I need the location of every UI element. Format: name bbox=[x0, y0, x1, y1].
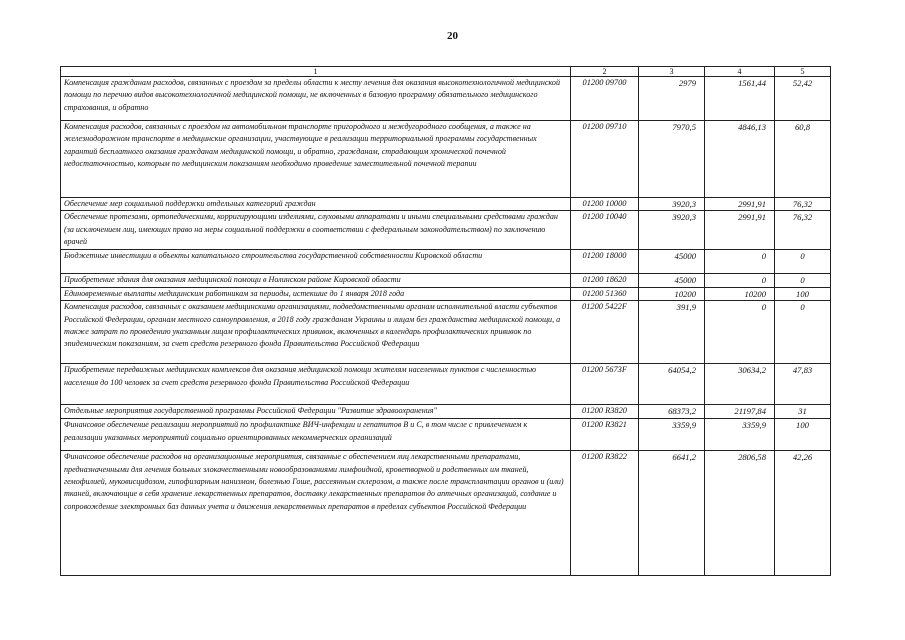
row-value-col3-cell: 2991,91 bbox=[705, 211, 775, 250]
row-value-col3-cell: 30634,2 bbox=[705, 364, 775, 405]
row-value-col2-cell: 3359,9 bbox=[639, 419, 705, 451]
row-code-cell: 01200 5673F bbox=[571, 364, 639, 405]
row-value-col4-cell: 0 bbox=[775, 250, 831, 274]
row-code-cell: 01200 R3821 bbox=[571, 419, 639, 451]
row-value-col2-cell: 6641,2 bbox=[639, 451, 705, 576]
table-row bbox=[61, 419, 831, 451]
table-row bbox=[61, 451, 831, 576]
row-value-col4-cell: 31 bbox=[775, 405, 831, 419]
row-code-cell: 01200 18620 bbox=[571, 274, 639, 287]
row-code-cell: 01200 10040 bbox=[571, 211, 639, 250]
row-value-col2-cell: 7970,5 bbox=[639, 121, 705, 198]
row-name-cell: Единовременные выплаты медицинским работникам за периоды, истекшие до 1 января 2018 года bbox=[61, 287, 571, 300]
row-name-cell: Отдельные мероприятия государственной программы Российской Федерации "Развитие здравоохранения" bbox=[61, 405, 571, 419]
column-header-3: 3 bbox=[639, 67, 705, 77]
row-name-cell: Финансовое обеспечение реализации мероприятий по профилактике ВИЧ-инфекции и гепатитов B и C, в том числе с привлечением к реализации указанных мероприятий социально ориентированных некоммерческих организаций bbox=[61, 419, 571, 451]
table-header-row bbox=[61, 67, 831, 77]
row-code-cell: 01200 51360 bbox=[571, 287, 639, 300]
row-value-col2-cell: 3920,3 bbox=[639, 211, 705, 250]
row-name-cell: Обеспечение мер социальной поддержки отдельных категорий граждан bbox=[61, 198, 571, 211]
table-row bbox=[61, 77, 831, 121]
table-row bbox=[61, 274, 831, 287]
row-value-col3-cell: 2806,58 bbox=[705, 451, 775, 576]
row-value-col4-cell: 52,42 bbox=[775, 77, 831, 121]
row-value-col3-cell: 10200 bbox=[705, 287, 775, 300]
row-value-col2-cell: 2979 bbox=[639, 77, 705, 121]
row-value-col4-cell: 76,32 bbox=[775, 198, 831, 211]
column-header-4: 4 bbox=[705, 67, 775, 77]
row-name-cell: Бюджетные инвестиции в объекты капитального строительства государственной собственности Кировской области bbox=[61, 250, 571, 274]
row-value-col2-cell: 3920,3 bbox=[639, 198, 705, 211]
row-name-cell: Приобретение передвижных медицинских комплексов для оказания медицинской помощи жителям населенных пунктов с численностью населения до 100 человек за счет средств резервного фонда Правительства Российской Федерации bbox=[61, 364, 571, 405]
table-row bbox=[61, 364, 831, 405]
row-code-cell: 01200 18000 bbox=[571, 250, 639, 274]
row-value-col4-cell: 47,83 bbox=[775, 364, 831, 405]
row-value-col4-cell: 60,8 bbox=[775, 121, 831, 198]
row-name-cell: Приобретение здания для оказания медицинской помощи в Нолинском районе Кировской области bbox=[61, 274, 571, 287]
row-value-col3-cell: 21197,84 bbox=[705, 405, 775, 419]
budget-table bbox=[60, 66, 831, 576]
row-code-cell: 01200 10000 bbox=[571, 198, 639, 211]
column-header-1: 1 bbox=[61, 67, 571, 77]
row-value-col3-cell: 0 bbox=[705, 274, 775, 287]
row-value-col4-cell: 0 bbox=[775, 274, 831, 287]
row-code-cell: 01200 09700 bbox=[571, 77, 639, 121]
row-value-col3-cell: 1561,44 bbox=[705, 77, 775, 121]
row-value-col3-cell: 0 bbox=[705, 250, 775, 274]
row-value-col4-cell: 42,26 bbox=[775, 451, 831, 576]
table-row bbox=[61, 121, 831, 198]
row-code-cell: 01200 5422F bbox=[571, 301, 639, 364]
table-row bbox=[61, 301, 831, 364]
row-name-cell: Обеспечение протезами, ортопедическими, корригирующими изделиями, слуховыми аппаратами и иными специальными средствами граждан (за исключением лиц, имеющих право на меры социальной поддержки в соответствии с федеральным законодательством) по заключению врачей bbox=[61, 211, 571, 250]
row-value-col4-cell: 100 bbox=[775, 287, 831, 300]
row-code-cell: 01200 09710 bbox=[571, 121, 639, 198]
row-value-col3-cell: 3359,9 bbox=[705, 419, 775, 451]
row-name-cell: Компенсация гражданам расходов, связанных с проездом за пределы области к месту лечения для оказания высокотехнологичной медицинской помощи по перечню видов высокотехнологичной медицинской помощи, не включенных в базовую программу обязательного медицинского страхования, и обратно bbox=[61, 77, 571, 121]
row-value-col2-cell: 68373,2 bbox=[639, 405, 705, 419]
row-name-cell: Компенсация расходов, связанных с оказанием медицинскими организациями, подведомственными органам исполнительной власти субъектов Российской Федерации, органам местного самоуправления, в 2018 году гражданам Украины и лицам без гражданства медицинской помощи, а также затрат по проведению указанным лицам профилактических прививок, включенных в календарь профилактических прививок по эпидемическим показаниям, за счет средств резервного фонда Правительства Российской Федерации bbox=[61, 301, 571, 364]
row-code-cell: 01200 R3822 bbox=[571, 451, 639, 576]
table-row bbox=[61, 211, 831, 250]
table-row bbox=[61, 287, 831, 300]
row-value-col3-cell: 2991,91 bbox=[705, 198, 775, 211]
column-header-2: 2 bbox=[571, 67, 639, 77]
row-value-col4-cell: 100 bbox=[775, 419, 831, 451]
row-value-col3-cell: 4846,13 bbox=[705, 121, 775, 198]
row-name-cell: Компенсация расходов, связанных с проездом на автомобильном транспорте пригородного и междугородного сообщения, а также на железнодорожном транспорте в медицинские организации, участвующие в реализации территориальной программы государственных гарантий бесплатного оказания гражданам медицинской помощи, и обратно, гражданам, страдающим хронической почечной недостаточностью, которым по медицинским показаниям необходимо проведение заместительной почечной терапии bbox=[61, 121, 571, 198]
column-header-5: 5 bbox=[775, 67, 831, 77]
page-number: 20 bbox=[447, 30, 458, 42]
row-code-cell: 01200 R3820 bbox=[571, 405, 639, 419]
row-value-col2-cell: 45000 bbox=[639, 250, 705, 274]
row-value-col3-cell: 0 bbox=[705, 301, 775, 364]
row-value-col2-cell: 64054,2 bbox=[639, 364, 705, 405]
row-value-col2-cell: 391,9 bbox=[639, 301, 705, 364]
row-value-col2-cell: 10200 bbox=[639, 287, 705, 300]
table-row bbox=[61, 405, 831, 419]
row-name-cell: Финансовое обеспечение расходов на организационные мероприятия, связанные с обеспечением лиц лекарственными препаратами, предназначенными для лечения больных злокачественными новообразованиями лимфоидной, кроветворной и родственных им тканей, гемофилией, муковисцидозом, гипофизарным нанизмом, болезнью Гоше, рассеянным склерозом, а также после трансплантации органов и (или) тканей, включающие в себя хранение лекарственных препаратов, доставку лекарственных препаратов до аптечных организаций, создание и сопровождение электронных баз данных учета и движения лекарственных препаратов в пределах субъектов Российской Федерации bbox=[61, 451, 571, 576]
table-row bbox=[61, 250, 831, 274]
row-value-col4-cell: 76,32 bbox=[775, 211, 831, 250]
row-value-col4-cell: 0 bbox=[775, 301, 831, 364]
row-value-col2-cell: 45000 bbox=[639, 274, 705, 287]
table-row bbox=[61, 198, 831, 211]
